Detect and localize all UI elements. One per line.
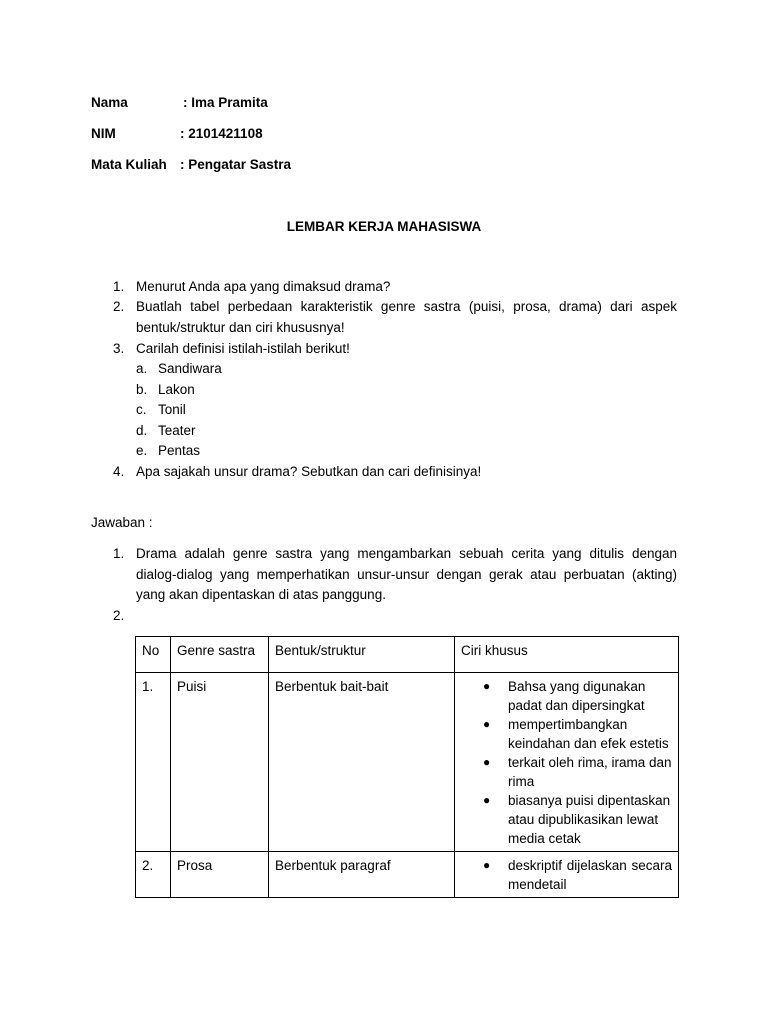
answer-1-text: Drama adalah genre sastra yang mengambarkan sebuah cerita yang ditulis dengan dialog-dialog yang memperhatikan unsur-unsur dengan gerak atau perbuatan (akting) yang akan dipentaskan di atas panggung. <box>136 546 677 602</box>
question-1-number: 1. <box>113 279 125 294</box>
bullet-icon: ● <box>483 755 491 769</box>
question-4-text: Apa sajakah unsur drama? Sebutkan dan cari definisinya! <box>136 464 482 479</box>
question-3-item-text: Teater <box>158 423 196 438</box>
list-item <box>461 791 672 848</box>
table-cell-bentuk: Berbentuk paragraf <box>269 852 455 898</box>
question-3-item-text: Tonil <box>158 402 186 417</box>
question-3-item-letter: a. <box>136 361 148 376</box>
ciri-text: mempertimbangkan keindahan dan efek estetis <box>508 717 669 751</box>
question-2-number: 2. <box>113 299 125 314</box>
answer-2-number: 2. <box>113 608 125 623</box>
table-header-cell: Bentuk/struktur <box>269 637 455 673</box>
ciri-text: deskriptif dijelaskan secara mendetail <box>508 858 672 892</box>
question-2-text: Buatlah tabel perbedaan karakteristik genre sastra (puisi, prosa, drama) dari aspek bentuk/struktur dan ciri khususnya! <box>136 299 677 335</box>
table-header-cell: No <box>136 637 171 673</box>
genre-comparison-table <box>135 636 679 898</box>
mata-kuliah-value: : Pengatar Sastra <box>180 157 292 172</box>
bullet-icon: ● <box>483 717 491 731</box>
mata-kuliah-label: Mata Kuliah <box>91 157 167 172</box>
question-3-item-letter: d. <box>136 423 148 438</box>
table-row <box>136 673 679 852</box>
question-3-number: 3. <box>113 341 125 356</box>
table-cell-no: 2. <box>136 852 171 898</box>
table-cell-no: 1. <box>136 673 171 852</box>
table-header-cell: Ciri khusus <box>455 637 679 673</box>
table-cell-genre: Puisi <box>171 673 269 852</box>
question-3-item-text: Lakon <box>158 382 195 397</box>
question-3-item-text: Sandiwara <box>158 361 222 376</box>
bullet-icon: ● <box>483 858 491 872</box>
question-3-text: Carilah definisi istilah-istilah berikut! <box>136 341 350 356</box>
ciri-text: terkait oleh rima, irama dan rima <box>508 755 672 789</box>
table-cell-ciri <box>455 852 679 898</box>
list-item <box>461 715 672 753</box>
answer-1-number: 1. <box>113 546 125 561</box>
question-3-item-letter: c. <box>136 402 147 417</box>
table-cell-bentuk: Berbentuk bait-bait <box>269 673 455 852</box>
ciri-text: biasanya puisi dipentaskan atau dipublikasikan lewat media cetak <box>508 793 671 846</box>
list-item <box>461 856 672 894</box>
bullet-icon: ● <box>483 793 491 807</box>
answers-label: Jawaban : <box>91 515 153 530</box>
nim-value: : 2101421108 <box>180 126 263 141</box>
bullet-icon: ● <box>483 679 491 693</box>
ciri-text: Bahsa yang digunakan padat dan dipersingkat <box>508 679 646 713</box>
nama-value: : Ima Pramita <box>183 95 268 110</box>
ciri-list <box>461 677 672 848</box>
list-item <box>461 753 672 791</box>
question-4-number: 4. <box>113 464 125 479</box>
question-3-item-letter: e. <box>136 443 148 458</box>
table-cell-genre: Prosa <box>171 852 269 898</box>
table-header-row <box>136 637 679 673</box>
question-3-item-letter: b. <box>136 382 148 397</box>
table-row <box>136 852 679 898</box>
question-1-text: Menurut Anda apa yang dimaksud drama? <box>136 279 391 294</box>
table-cell-ciri <box>455 673 679 852</box>
ciri-list <box>461 856 672 894</box>
nama-label: Nama <box>91 95 128 110</box>
nim-label: NIM <box>91 126 116 141</box>
table-header-cell: Genre sastra <box>171 637 269 673</box>
question-3-item-text: Pentas <box>158 443 201 458</box>
page-title: LEMBAR KERJA MAHASISWA <box>286 219 482 234</box>
list-item <box>461 677 672 715</box>
